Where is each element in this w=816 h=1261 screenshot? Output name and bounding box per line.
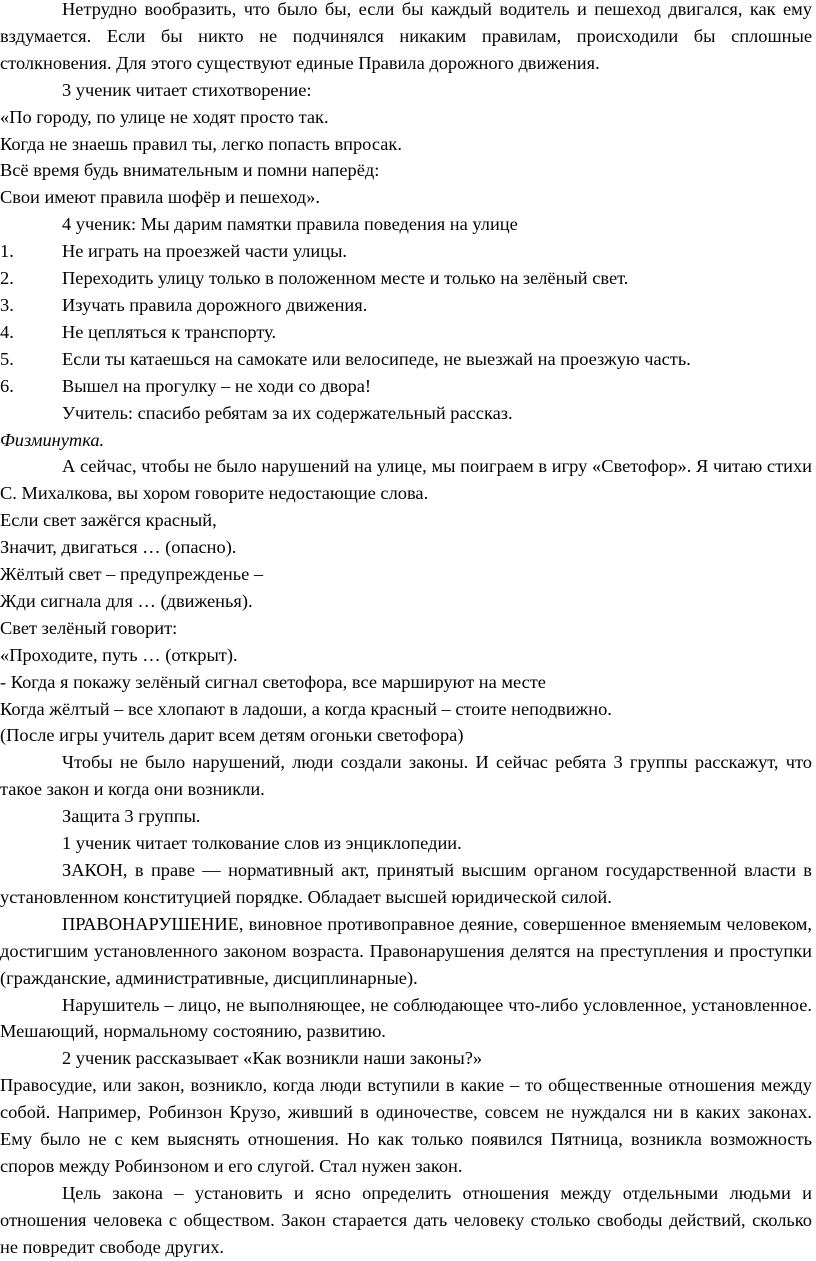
paragraph-student3: 3 ученик читает стихотворение: (62, 79, 312, 100)
list-number: 4. (0, 321, 14, 342)
list-number: 5. (0, 348, 14, 369)
paragraph-pravonarushenie-definition: ПРАВОНАРУШЕНИЕ, виновное противоправное деяние, совершенное вменяемым человеком, достигшим установленного законом возраста. Правонарушения делятся на преступления и проступки (гражданские, административные, дисциплинарные). (0, 913, 812, 988)
paragraph-student2: 2 ученик рассказывает «Как возникли наши законы?» (62, 1048, 483, 1069)
poem-2 (0, 507, 812, 749)
poem-line: Жёлтый свет – предупрежденье – (0, 564, 264, 585)
paragraph-student4: 4 ученик: Мы дарим памятки правила поведения на улице (62, 214, 518, 235)
poem-line: «По городу, по улице не ходят просто так. (0, 106, 329, 127)
list-text: Изучать правила дорожного движения. (62, 294, 368, 315)
paragraph-group3: Защита 3 группы. (62, 806, 201, 827)
list-item (0, 346, 812, 373)
list-text: Вышел на прогулку – не ходи со двора! (62, 375, 372, 396)
poem-line: Всё время будь внимательным и помни наперёд: (0, 160, 380, 181)
paragraph-zakon-definition: ЗАКОН, в праве — нормативный акт, принятый высшим органом государственной власти в установленном конституцией порядке. Обладает высшей юридической силой. (0, 860, 812, 907)
list-item (0, 292, 812, 319)
paragraph-intro: Нетрудно вообразить, что было бы, если бы каждый водитель и пешеход двигался, как ему вздумается. Если бы никто не подчинялся никаким правилам, происходили бы сплошные столкновения. Для этого существуют единые Правила дорожного движения. (0, 0, 812, 73)
list-item (0, 238, 812, 265)
poem-1 (0, 104, 812, 212)
poem-line: Жди сигнала для … (движенья). (0, 590, 253, 611)
paragraph-narushitel-definition: Нарушитель – лицо, не выполняющее, не соблюдающее что-либо условленное, установленное. Мешающий, нормальному состоянию, развитию. (0, 994, 812, 1042)
list-item (0, 319, 812, 346)
heading-fizminutka: Физминутка. (0, 429, 105, 450)
list-text: Не играть на проезжей части улицы. (62, 241, 348, 262)
list-number: 1. (0, 241, 14, 262)
paragraph-student1: 1 ученик читает толкование слов из энциклопедии. (62, 833, 462, 854)
list-text: Если ты катаешься на самокате или велосипеде, не выезжай на проезжую часть. (62, 348, 691, 369)
poem-line: Значит, двигаться … (опасно). (0, 537, 237, 558)
paragraph-laws-intro: Чтобы не было нарушений, люди создали законы. И сейчас ребята 3 группы расскажут, что такое закон и когда они возникли. (0, 752, 812, 800)
list-text: Не цепляться к транспорту. (62, 321, 277, 342)
paragraph-teacher-thanks: Учитель: спасибо ребятам за их содержательный рассказ. (62, 402, 513, 423)
poem-line: «Проходите, путь … (открыт). (0, 644, 238, 665)
poem-line: Свои имеют правила шофёр и пешеход». (0, 187, 320, 208)
list-number: 2. (0, 268, 14, 289)
poem-line: Когда жёлтый – все хлопают в ладоши, а когда красный – стоите неподвижно. (0, 698, 612, 719)
paragraph-robinson: Правосудие, или закон, возникло, когда люди вступили в какие – то общественные отношения между собой. Например, Робинзон Крузо, живший в одиночестве, совсем не нуждался ни в каких законах. Ему было не с кем выяснять отношения. Но как только появился Пятница, возникла возможность споров между Робинзоном и его слугой. Стал нужен закон. (0, 1075, 812, 1176)
poem-line: Свет зелёный говорит: (0, 617, 178, 638)
list-item (0, 265, 812, 292)
rules-list (0, 238, 812, 399)
poem-line: (После игры учитель дарит всем детям огоньки светофора) (0, 725, 464, 746)
paragraph-law-purpose: Цель закона – установить и ясно определить отношения между отдельными людьми и отношения человека с обществом. Закон старается дать человеку столько свободы действий, сколько не повредит свободе других. (0, 1182, 812, 1257)
poem-line: Если свет зажёгся красный, (0, 510, 217, 531)
list-number: 6. (0, 375, 14, 396)
list-item (0, 373, 812, 400)
list-text: Переходить улицу только в положенном месте и только на зелёный свет. (62, 268, 629, 289)
paragraph-game-intro: А сейчас, чтобы не было нарушений на улице, мы поиграем в игру «Светофор». Я читаю стихи С. Михалкова, вы хором говорите недостающие слова. (0, 456, 812, 504)
poem-line: - Когда я покажу зелёный сигнал светофора, все маршируют на месте (0, 671, 546, 692)
list-number: 3. (0, 294, 14, 315)
poem-line: Когда не знаешь правил ты, легко попасть впросак. (0, 133, 402, 154)
